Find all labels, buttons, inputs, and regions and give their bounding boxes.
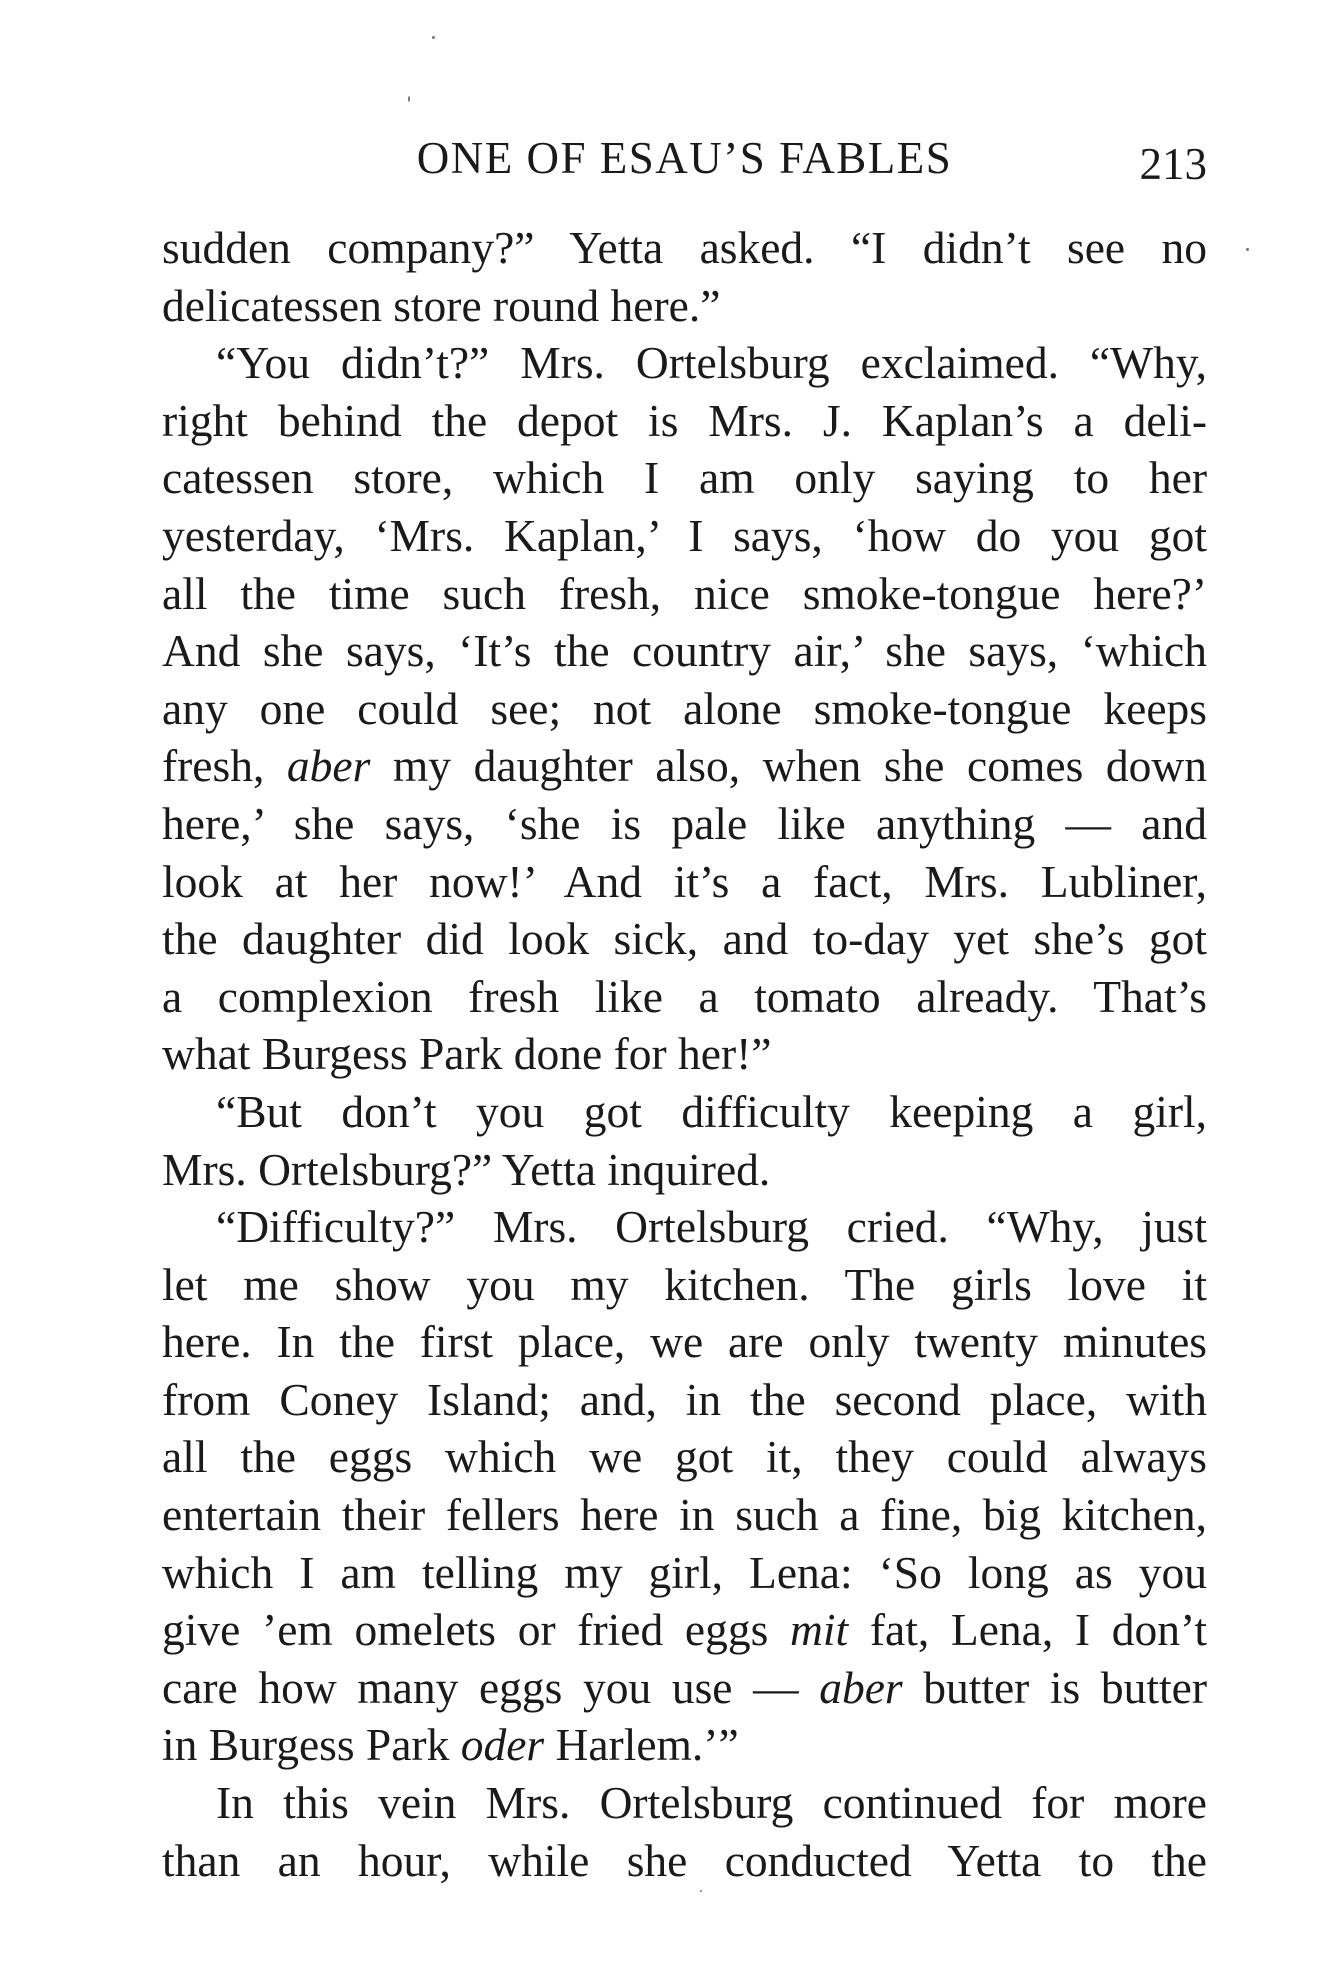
- text-segment: in Burgess Park: [162, 1719, 461, 1771]
- text-segment: fresh,: [162, 740, 287, 792]
- text-line: right behind the depot is Mrs. J. Kaplan’s a deli-: [162, 394, 1207, 446]
- italic-word: mit: [790, 1604, 849, 1656]
- text-line: here. In the first place, we are only twenty minutes: [162, 1316, 1207, 1368]
- text-line: look at her now!’ And it’s a fact, Mrs. Lubliner,: [162, 855, 1207, 907]
- scan-speck: [408, 96, 410, 102]
- italic-word: aber: [819, 1661, 903, 1713]
- text-line: entertain their fellers here in such a fine, big kitchen,: [162, 1489, 1207, 1541]
- text-line: which I am telling my girl, Lena: ‘So long as you: [162, 1546, 1207, 1598]
- text-line: all the eggs which we got it, they could always: [162, 1431, 1207, 1483]
- scan-speck: [700, 1890, 702, 1892]
- text-line: And she says, ‘It’s the country air,’ she says, ‘which: [162, 625, 1207, 677]
- body-text: [162, 219, 1207, 1889]
- text-line: delicatessen store round here.”: [162, 279, 721, 331]
- running-title: ONE OF ESAU’S FABLES: [416, 133, 953, 183]
- text-segment: fat, Lena, I don’t: [848, 1604, 1208, 1656]
- text-line: Mrs. Ortelsburg?” Yetta inquired.: [162, 1143, 771, 1195]
- text-line: than an hour, while she conducted Yetta to the: [162, 1834, 1207, 1886]
- text-line: yesterday, ‘Mrs. Kaplan,’ I says, ‘how do you got: [162, 509, 1207, 561]
- text-line: what Burgess Park done for her!”: [162, 1028, 772, 1080]
- text-line: all the time such fresh, nice smoke-tongue here?’: [162, 567, 1207, 619]
- page-number: 213: [1139, 139, 1207, 189]
- italic-word: aber: [286, 740, 371, 792]
- text-line: let me show you my kitchen. The girls love it: [162, 1258, 1207, 1310]
- text-line: sudden company?” Yetta asked. “I didn’t see no: [162, 222, 1207, 273]
- text-line: “Difficulty?” Mrs. Ortelsburg cried. “Why, just: [216, 1201, 1207, 1253]
- text-segment: give ’em omelets or fried eggs: [162, 1604, 790, 1656]
- text-line: a complexion fresh like a tomato already. That’s: [162, 970, 1207, 1022]
- text-line: catessen store, which I am only saying to her: [162, 452, 1207, 504]
- scan-speck: [1246, 248, 1249, 251]
- text-line: [162, 1601, 1207, 1659]
- text-line: [162, 1659, 1207, 1717]
- text-line: from Coney Island; and, in the second place, with: [162, 1373, 1207, 1425]
- text-line: any one could see; not alone smoke-tongue keeps: [162, 682, 1207, 734]
- text-line: the daughter did look sick, and to-day yet she’s got: [162, 913, 1207, 965]
- italic-word: oder: [460, 1719, 545, 1771]
- text-line: In this vein Mrs. Ortelsburg continued for more: [216, 1777, 1207, 1829]
- text-line: “You didn’t?” Mrs. Ortelsburg exclaimed. “Why,: [216, 337, 1207, 389]
- text-line: “But don’t you got difficulty keeping a girl,: [216, 1085, 1207, 1137]
- text-segment: Harlem.’”: [544, 1719, 739, 1771]
- text-segment: my daughter also, when she comes down: [370, 740, 1207, 792]
- text-segment: care how many eggs you use —: [162, 1661, 820, 1713]
- text-line: here,’ she says, ‘she is pale like anything — and: [162, 797, 1207, 849]
- text-segment: butter is butter: [902, 1661, 1207, 1713]
- text-line: [162, 737, 1207, 795]
- text-line: [162, 1716, 1207, 1774]
- scan-speck: [432, 36, 435, 39]
- running-head: [162, 128, 1207, 188]
